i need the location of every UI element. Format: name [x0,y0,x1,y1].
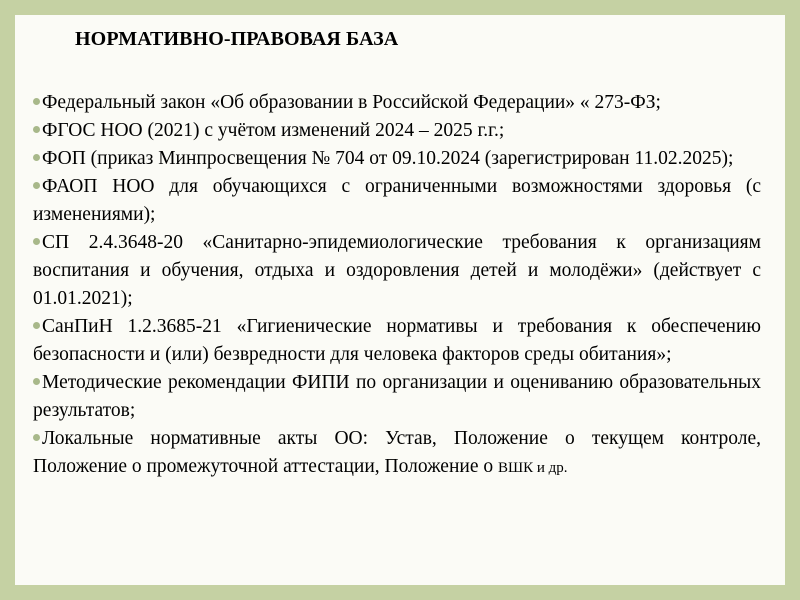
list-item [33,173,761,229]
normative-list [33,89,761,482]
list-item-text: Федеральный закон «Об образовании в Российской Федерации» « 273-ФЗ; [42,92,661,113]
list-item [33,425,761,482]
bullet-icon [33,322,40,329]
list-item-text: ФОП (приказ Минпросвещения № 704 от 09.10.2024 (зарегистрирован 11.02.2025); [42,148,734,169]
bullet-icon [33,378,40,385]
list-item [33,313,761,369]
list-item [33,89,761,117]
bullet-icon [33,126,40,133]
list-item [33,117,761,145]
list-item-text: Локальные нормативные акты ОО: Устав, Положение о текущем контроле, Положение о промежуточной аттестации, Положение о [33,428,761,477]
list-item [33,145,761,173]
bullet-icon [33,238,40,245]
bullet-icon [33,154,40,161]
slide-panel [15,15,785,585]
list-item [33,369,761,425]
list-item-text: ФАОП НОО для обучающихся с ограниченными возможностями здоровья (с изменениями); [33,176,761,225]
list-item [33,229,761,313]
list-item-text: СП 2.4.3648-20 «Санитарно-эпидемиологические требования к организациям воспитания и обучения, отдыха и оздоровления детей и молодёжи» (действует с 01.01.2021); [33,232,761,309]
list-item-text: СанПиН 1.2.3685-21 «Гигиенические нормативы и требования к обеспечению безопасности и (или) безвредности для человека факторов среды обитания»; [33,316,761,365]
slide-title: НОРМАТИВНО-ПРАВОВАЯ БАЗА [75,28,399,50]
bullet-icon [33,98,40,105]
list-item-small-text: ВШК и др. [498,460,568,476]
bullet-icon [33,182,40,189]
list-item-text: ФГОС НОО (2021) с учётом изменений 2024 – 2025 г.г.; [42,120,505,141]
list-item-text: Методические рекомендации ФИПИ по организации и оцениванию образовательных результатов; [33,372,761,421]
bullet-icon [33,434,40,441]
